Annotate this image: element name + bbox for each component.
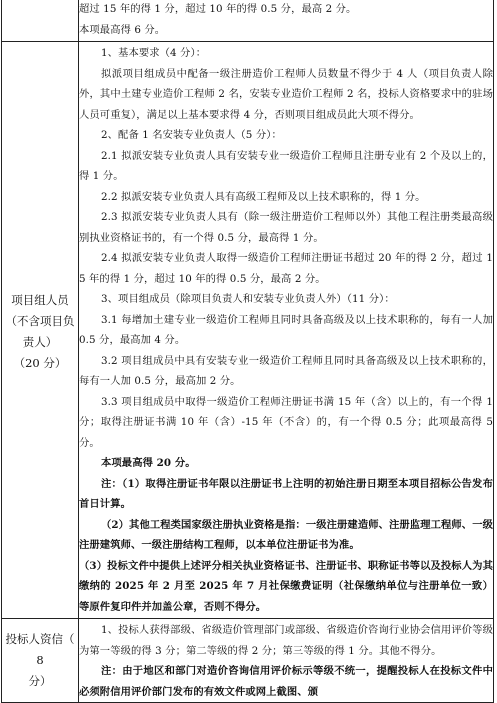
row-label-team <box>2 42 79 619</box>
paragraph: 3.1 每增加土建专业一级造价工程师且同时具备高级及以上技术职称的，每有一人加 0.5 分，最高加 4 分。 <box>79 313 493 346</box>
row-content-credit <box>79 619 494 703</box>
paragraph: 3.2 项目组成员中具有安装专业一级造价工程师且同时具备高级及以上技术职称的，每有一人加 0.5 分，最高加 2 分。 <box>79 354 493 387</box>
paragraph: 2.4 拟派安装专业负责人取得一级造价工程师注册证书超过 20 年的得 2 分，超过 15 年的得 1 分，超过 10 年的得 0.5 分，最高 2 分。 <box>79 252 493 285</box>
row-label-credit <box>2 619 79 703</box>
row-content <box>79 0 494 42</box>
paragraph: 2.2 拟派安装专业负责人具有高级工程师及以上技术职称的，得 1 分。 <box>101 190 426 203</box>
paragraph: 注：由于地区和部门对造价咨询信用评价标示等级不统一，提醒投标人在投标文件中必须附信用评价部门发布的有效文件或网上截图、颁 <box>79 665 493 698</box>
paragraph-list <box>79 42 493 618</box>
paragraph: 3.3 项目组成员中取得一级造价工程师注册证书满 15 年（含）以上的，有一个得 1 分；取得注册证书满 10 年（含）-15 年（不含）的，有一个得 0.5 分；此项最高得 5 分。 <box>79 395 493 449</box>
row-content-team <box>79 42 494 619</box>
paragraph: 拟派项目组成员中配备一级注册造价工程师人员数量不得少于 4 人（项目负责人除外，其中土建专业造价工程师 2 名，安装专业造价工程师 2 名，投标人资格要求中的驻场人员可重复），满足以上基本要求得 4 分，否则项目组成员此大项不得分。 <box>79 67 493 121</box>
row-label-empty <box>2 0 79 42</box>
paragraph-list <box>79 619 493 702</box>
scoring-table <box>1 0 494 703</box>
table-row <box>2 42 494 619</box>
table-row <box>2 0 494 42</box>
label-line: （20 分） <box>13 356 67 370</box>
label-line: 分） <box>28 674 52 688</box>
paragraph: 2、配备 1 名安装专业负责人（5 分）： <box>101 129 282 141</box>
label-line: 投标人资信（ 8 <box>5 632 75 667</box>
paragraph: 1、投标人获得部级、省级造价管理部门或部级、省级造价咨询行业协会信用评价等级为第一等级的得 3 分；第二等级的得 2 分；第三等级的得 1 分。其他不得分。 <box>79 624 493 657</box>
paragraph: 本项最高得 20 分。 <box>101 457 196 469</box>
paragraph: （2）其他工程类国家级注册执业资格是指：一级注册建造师、注册监理工程师、一级注册建筑师、一级注册结构工程师，以本单位注册证书为准。 <box>79 518 493 551</box>
text-line: 本项最高得 6 分。 <box>79 23 166 36</box>
paragraph: 2.1 拟派安装专业负责人具有安装专业一级造价工程师且注册专业有 2 个及以上的，得 1 分。 <box>79 149 493 182</box>
label-line: 项目组人员 <box>11 293 69 307</box>
paragraph: 2.3 拟派安装专业负责人具有（除一级注册造价工程师以外）其他工程注册类最高级别执业资格证书的，有一个得 0.5 分，最高得 1 分。 <box>79 211 493 244</box>
paragraph: 3、项目组成员（除项目负责人和安装专业负责人外）（11 分）： <box>101 293 395 305</box>
paragraph: （3）投标文件中提供上述评分相关执业资格证书、注册证书、职称证书等以及投标人为其缴纳的 2025 年 2 月至 2025 年 7 月社保缴费证明（社保缴纳单位与注册单位一致）等原件复印件并加盖公章，否则不得分。 <box>79 559 493 613</box>
text-line: 超过 15 年的得 1 分，超过 10 年的得 0.5 分，最高 2 分。 <box>79 3 357 15</box>
paragraph: 1、基本要求（4 分）： <box>101 47 207 59</box>
label-line: 责人） <box>22 335 58 349</box>
table-row <box>2 619 494 703</box>
paragraph: 注：（1）取得注册证书年限以注册证书上注明的初始注册日期至本项目招标公告发布首日计算。 <box>79 477 493 510</box>
label-line: （不含项目负 <box>5 314 75 328</box>
